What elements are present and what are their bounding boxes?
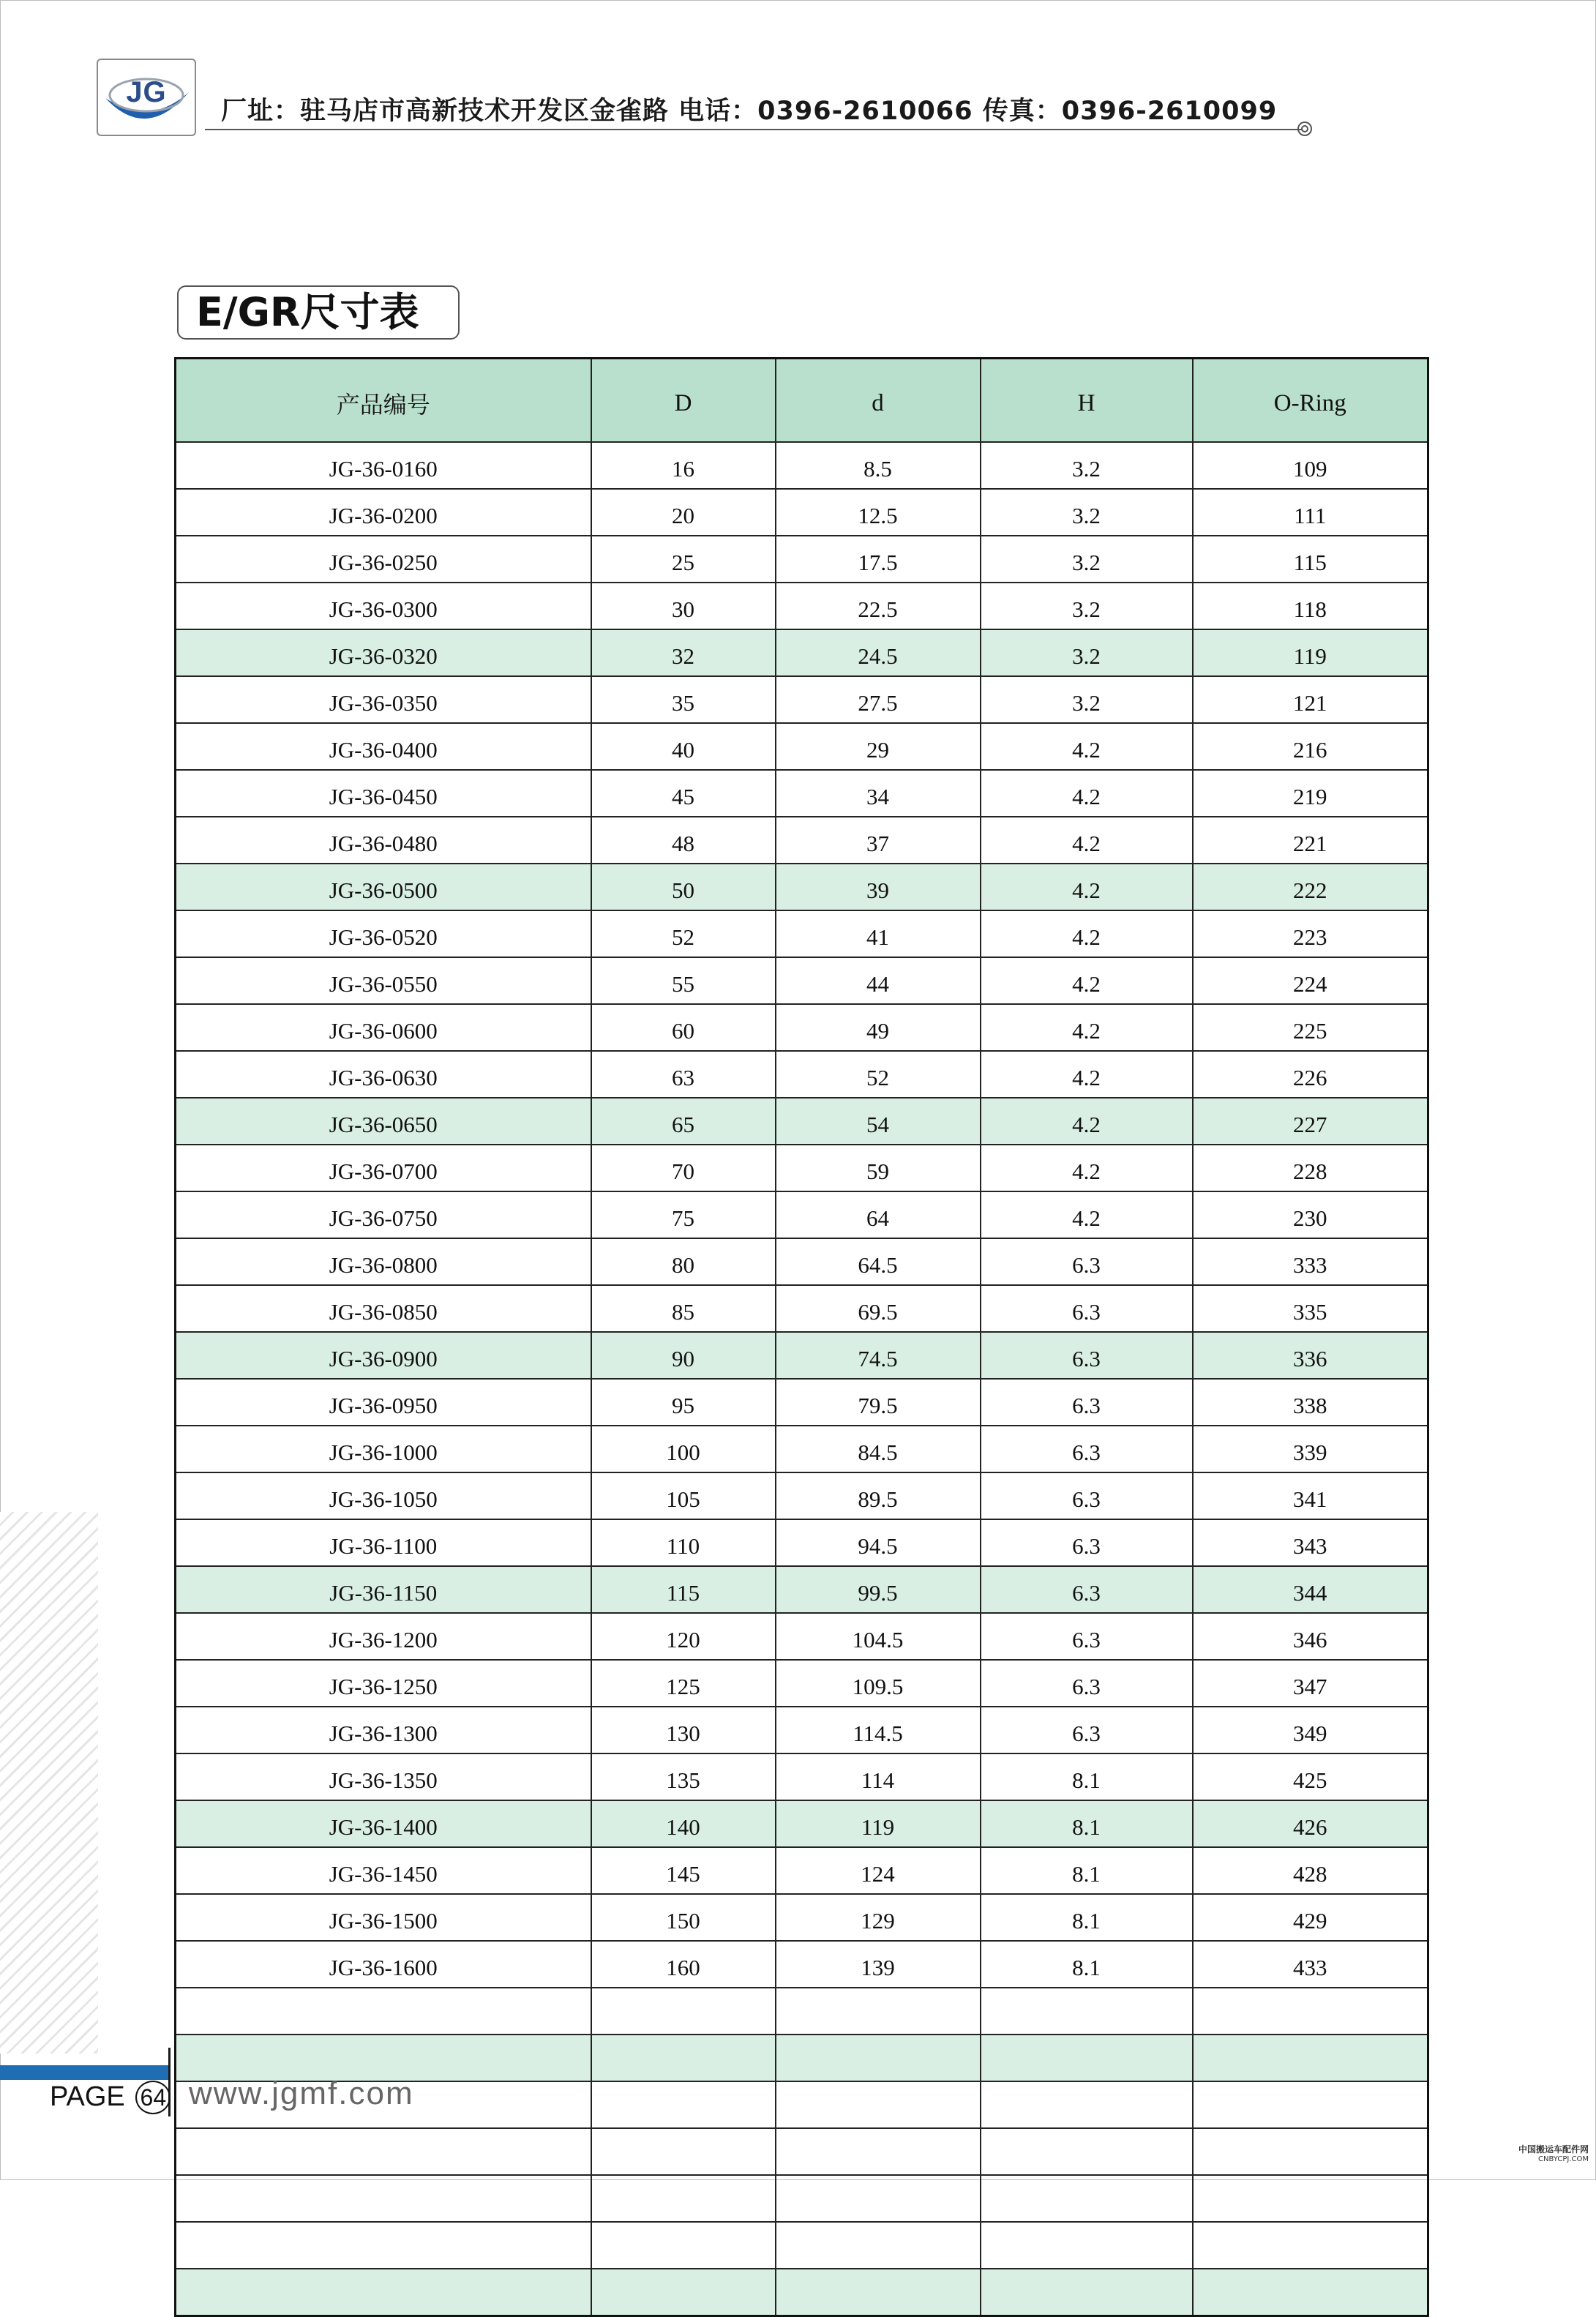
cell-product-number: JG-36-0500 [176,864,591,910]
cell-o-ring: 119 [1193,629,1428,676]
cell-d-outer [591,2269,776,2316]
cell-d-inner: 54 [776,1098,981,1145]
company-logo [97,59,196,136]
cell-d-inner: 119 [776,1800,981,1847]
cell-h: 4.2 [981,957,1193,1004]
cell-h: 4.2 [981,1051,1193,1098]
cell-product-number: JG-36-0950 [176,1379,591,1426]
cell-d-outer [591,2035,776,2081]
cell-d-outer: 40 [591,723,776,770]
cell-product-number: JG-36-0320 [176,629,591,676]
cell-product-number: JG-36-0480 [176,817,591,864]
cell-d-inner: 59 [776,1145,981,1191]
table-row [176,1426,1428,1472]
cell-d-inner: 124 [776,1847,981,1894]
cell-d-outer: 52 [591,910,776,957]
cell-o-ring [1193,1988,1428,2035]
table-row [176,1519,1428,1566]
cell-o-ring [1193,2175,1428,2222]
cell-product-number: JG-36-1200 [176,1613,591,1660]
cell-d-inner: 39 [776,864,981,910]
cell-d-outer: 32 [591,629,776,676]
cell-d-inner: 44 [776,957,981,1004]
cell-d-outer [591,2128,776,2175]
cell-d-outer: 135 [591,1753,776,1800]
cell-d-inner [776,2128,981,2175]
table-row [176,2128,1428,2175]
cell-h: 6.3 [981,1660,1193,1707]
cell-d-outer: 80 [591,1238,776,1285]
table-row [176,2269,1428,2316]
cell-product-number: JG-36-1150 [176,1566,591,1613]
cell-product-number: JG-36-0900 [176,1332,591,1379]
cell-o-ring: 338 [1193,1379,1428,1426]
table-row [176,1051,1428,1098]
cell-product-number [176,2222,591,2269]
cell-h: 6.3 [981,1613,1193,1660]
cell-o-ring: 121 [1193,676,1428,723]
cell-product-number: JG-36-1000 [176,1426,591,1472]
cell-h: 6.3 [981,1238,1193,1285]
cell-o-ring: 428 [1193,1847,1428,1894]
cell-h: 6.3 [981,1332,1193,1379]
cell-d-outer: 90 [591,1332,776,1379]
cell-h: 4.2 [981,864,1193,910]
cell-product-number: JG-36-1500 [176,1894,591,1941]
cell-d-outer: 110 [591,1519,776,1566]
cell-d-outer: 150 [591,1894,776,1941]
table-row [176,1566,1428,1613]
cell-h: 6.3 [981,1707,1193,1753]
table-row [176,1847,1428,1894]
cell-o-ring: 230 [1193,1191,1428,1238]
cell-d-outer: 160 [591,1941,776,1988]
cell-o-ring [1193,2222,1428,2269]
cell-product-number: JG-36-0300 [176,583,591,629]
footer-accent-bar [0,2065,170,2080]
cell-d-outer: 35 [591,676,776,723]
cell-d-inner: 129 [776,1894,981,1941]
cell-product-number: JG-36-0550 [176,957,591,1004]
cell-d-inner [776,1988,981,2035]
footer-website: www.jgmf.com [189,2075,414,2111]
cell-o-ring: 221 [1193,817,1428,864]
cell-d-inner: 17.5 [776,536,981,583]
cell-o-ring [1193,2035,1428,2081]
cell-h: 4.2 [981,1145,1193,1191]
cell-o-ring: 118 [1193,583,1428,629]
cell-product-number: JG-36-1400 [176,1800,591,1847]
cell-d-outer: 48 [591,817,776,864]
cell-d-outer: 120 [591,1613,776,1660]
header-address-line: 厂址：驻马店市高新技术开发区金雀路 电话：0396-2610066 传真：0396-2610099 [221,97,1278,126]
cell-h: 3.2 [981,629,1193,676]
cell-d-inner: 74.5 [776,1332,981,1379]
table-row [176,442,1428,489]
cell-d-inner: 64 [776,1191,981,1238]
cell-d-inner: 94.5 [776,1519,981,1566]
cell-product-number: JG-36-1250 [176,1660,591,1707]
cell-product-number: JG-36-1600 [176,1941,591,1988]
cell-d-outer: 16 [591,442,776,489]
cell-o-ring: 344 [1193,1566,1428,1613]
cell-d-inner: 114 [776,1753,981,1800]
cell-o-ring: 347 [1193,1660,1428,1707]
cell-d-outer [591,2081,776,2128]
cell-d-inner: 24.5 [776,629,981,676]
header-h: H [981,359,1193,443]
cell-product-number [176,2269,591,2316]
cell-o-ring: 222 [1193,864,1428,910]
header-d-inner: d [776,359,981,443]
cell-o-ring: 228 [1193,1145,1428,1191]
cell-product-number: JG-36-0400 [176,723,591,770]
cell-o-ring: 219 [1193,770,1428,817]
cell-d-inner: 22.5 [776,583,981,629]
table-row [176,723,1428,770]
cell-h [981,2035,1193,2081]
cell-d-outer: 45 [591,770,776,817]
cell-o-ring: 433 [1193,1941,1428,1988]
cell-product-number: JG-36-0350 [176,676,591,723]
table-row [176,2175,1428,2222]
cell-d-outer: 63 [591,1051,776,1098]
cell-d-inner: 84.5 [776,1426,981,1472]
cell-d-inner: 114.5 [776,1707,981,1753]
cell-o-ring [1193,2128,1428,2175]
watermark-line1: 中国搬运车配件网 [1518,2144,1589,2155]
cell-d-inner [776,2175,981,2222]
table-row [176,1004,1428,1051]
table-row [176,957,1428,1004]
table-row [176,1472,1428,1519]
cell-product-number: JG-36-0160 [176,442,591,489]
cell-o-ring: 425 [1193,1753,1428,1800]
cell-d-outer: 70 [591,1145,776,1191]
cell-h: 8.1 [981,1800,1193,1847]
size-table-container [174,357,1427,2317]
cell-d-outer: 140 [591,1800,776,1847]
table-row [176,1894,1428,1941]
cell-h: 8.1 [981,1894,1193,1941]
cell-product-number: JG-36-0650 [176,1098,591,1145]
cell-o-ring: 335 [1193,1285,1428,1332]
cell-o-ring: 223 [1193,910,1428,957]
cell-o-ring: 343 [1193,1519,1428,1566]
table-row [176,1753,1428,1800]
cell-o-ring: 426 [1193,1800,1428,1847]
table-row [176,1707,1428,1753]
cell-o-ring: 111 [1193,489,1428,536]
table-row [176,629,1428,676]
cell-product-number: JG-36-0630 [176,1051,591,1098]
cell-d-inner: 37 [776,817,981,864]
header-product-number: 产品编号 [176,359,591,443]
cell-h: 4.2 [981,770,1193,817]
table-row [176,1238,1428,1285]
cell-o-ring: 336 [1193,1332,1428,1379]
header-o-ring: O-Ring [1193,359,1428,443]
cell-d-inner: 12.5 [776,489,981,536]
cell-d-inner [776,2269,981,2316]
cell-h: 4.2 [981,1191,1193,1238]
cell-d-outer: 125 [591,1660,776,1707]
cell-o-ring: 333 [1193,1238,1428,1285]
cell-product-number: JG-36-1100 [176,1519,591,1566]
cell-d-inner: 49 [776,1004,981,1051]
cell-h: 8.1 [981,1753,1193,1800]
decorative-stripes [0,1512,98,2054]
table-row [176,1660,1428,1707]
cell-d-inner: 34 [776,770,981,817]
cell-d-inner: 52 [776,1051,981,1098]
cell-o-ring: 341 [1193,1472,1428,1519]
cell-h: 6.3 [981,1426,1193,1472]
table-row [176,910,1428,957]
cell-h: 3.2 [981,442,1193,489]
cell-d-outer: 20 [591,489,776,536]
cell-d-outer: 65 [591,1098,776,1145]
cell-o-ring: 429 [1193,1894,1428,1941]
cell-o-ring: 339 [1193,1426,1428,1472]
cell-product-number: JG-36-1350 [176,1753,591,1800]
header-d-outer: D [591,359,776,443]
cell-product-number: JG-36-1300 [176,1707,591,1753]
cell-h: 3.2 [981,489,1193,536]
cell-product-number: JG-36-1050 [176,1472,591,1519]
cell-d-inner [776,2081,981,2128]
cell-h [981,2269,1193,2316]
cell-d-outer: 60 [591,1004,776,1051]
cell-o-ring: 216 [1193,723,1428,770]
cell-o-ring: 349 [1193,1707,1428,1753]
table-row [176,817,1428,864]
cell-h: 6.3 [981,1519,1193,1566]
table-body [176,442,1428,2316]
cell-h: 4.2 [981,910,1193,957]
table-row [176,536,1428,583]
cell-h: 6.3 [981,1379,1193,1426]
cell-h [981,2222,1193,2269]
cell-d-outer: 75 [591,1191,776,1238]
table-row [176,1191,1428,1238]
cell-o-ring [1193,2269,1428,2316]
cell-d-outer [591,2222,776,2269]
footer-page-label [50,2081,171,2114]
cell-d-outer: 25 [591,536,776,583]
size-table [174,357,1429,2317]
cell-h: 6.3 [981,1285,1193,1332]
table-row [176,1145,1428,1191]
table-row [176,770,1428,817]
cell-d-outer: 85 [591,1285,776,1332]
cell-product-number: JG-36-0520 [176,910,591,957]
cell-o-ring: 346 [1193,1613,1428,1660]
cell-h [981,2128,1193,2175]
cell-o-ring: 226 [1193,1051,1428,1098]
table-row [176,2222,1428,2269]
cell-product-number [176,2128,591,2175]
cell-d-outer: 55 [591,957,776,1004]
cell-o-ring: 115 [1193,536,1428,583]
cell-d-outer: 145 [591,1847,776,1894]
page-label: PAGE [50,2081,125,2112]
cell-o-ring: 225 [1193,1004,1428,1051]
cell-d-inner: 104.5 [776,1613,981,1660]
cell-d-inner [776,2035,981,2081]
table-row [176,583,1428,629]
ring-ornament-icon [1297,121,1313,137]
cell-product-number [176,1988,591,2035]
cell-d-outer: 30 [591,583,776,629]
cell-d-inner: 69.5 [776,1285,981,1332]
cell-product-number: JG-36-0700 [176,1145,591,1191]
cell-h: 8.1 [981,1941,1193,1988]
cell-product-number: JG-36-0800 [176,1238,591,1285]
cell-d-inner: 89.5 [776,1472,981,1519]
cell-d-inner: 79.5 [776,1379,981,1426]
watermark [1518,2144,1589,2165]
table-row [176,1379,1428,1426]
cell-d-outer: 95 [591,1379,776,1426]
cell-h: 3.2 [981,583,1193,629]
cell-d-outer: 130 [591,1707,776,1753]
header-divider [205,129,1303,130]
cell-d-inner: 99.5 [776,1566,981,1613]
cell-d-inner: 27.5 [776,676,981,723]
table-row [176,2035,1428,2081]
cell-h: 6.3 [981,1472,1193,1519]
cell-d-outer: 115 [591,1566,776,1613]
table-row [176,864,1428,910]
cell-h: 3.2 [981,536,1193,583]
cell-h: 6.3 [981,1566,1193,1613]
section-title: E/GR尺寸表 [177,285,460,340]
cell-d-outer [591,1988,776,2035]
table-row [176,1098,1428,1145]
cell-d-inner: 41 [776,910,981,957]
watermark-line2: CNBYCPJ.COM [1538,2155,1589,2163]
cell-d-outer: 100 [591,1426,776,1472]
cell-d-inner [776,2222,981,2269]
cell-product-number: JG-36-0450 [176,770,591,817]
cell-d-inner: 8.5 [776,442,981,489]
table-row [176,1941,1428,1988]
cell-product-number: JG-36-0600 [176,1004,591,1051]
cell-h: 4.2 [981,817,1193,864]
table-row [176,489,1428,536]
table-row [176,1988,1428,2035]
cell-h: 4.2 [981,723,1193,770]
cell-d-outer: 50 [591,864,776,910]
cell-product-number: JG-36-0850 [176,1285,591,1332]
table-row [176,1613,1428,1660]
table-row [176,676,1428,723]
table-row [176,1332,1428,1379]
cell-o-ring: 227 [1193,1098,1428,1145]
cell-h: 3.2 [981,676,1193,723]
cell-o-ring: 224 [1193,957,1428,1004]
cell-product-number: JG-36-1450 [176,1847,591,1894]
page-number: 64 [135,2081,171,2114]
table-header-row [176,359,1428,443]
cell-h: 4.2 [981,1004,1193,1051]
cell-product-number: JG-36-0750 [176,1191,591,1238]
cell-d-inner: 64.5 [776,1238,981,1285]
table-row [176,1800,1428,1847]
cell-d-outer: 105 [591,1472,776,1519]
cell-d-inner: 29 [776,723,981,770]
table-row [176,1285,1428,1332]
cell-o-ring [1193,2081,1428,2128]
cell-h [981,2081,1193,2128]
cell-d-inner: 139 [776,1941,981,1988]
cell-product-number: JG-36-0250 [176,536,591,583]
cell-d-inner: 109.5 [776,1660,981,1707]
cell-product-number: JG-36-0200 [176,489,591,536]
cell-h [981,1988,1193,2035]
cell-h [981,2175,1193,2222]
cell-product-number [176,2175,591,2222]
cell-d-outer [591,2175,776,2222]
logo-text: JG [126,76,167,108]
cell-h: 8.1 [981,1847,1193,1894]
cell-o-ring: 109 [1193,442,1428,489]
cell-product-number [176,2035,591,2081]
cell-h: 4.2 [981,1098,1193,1145]
